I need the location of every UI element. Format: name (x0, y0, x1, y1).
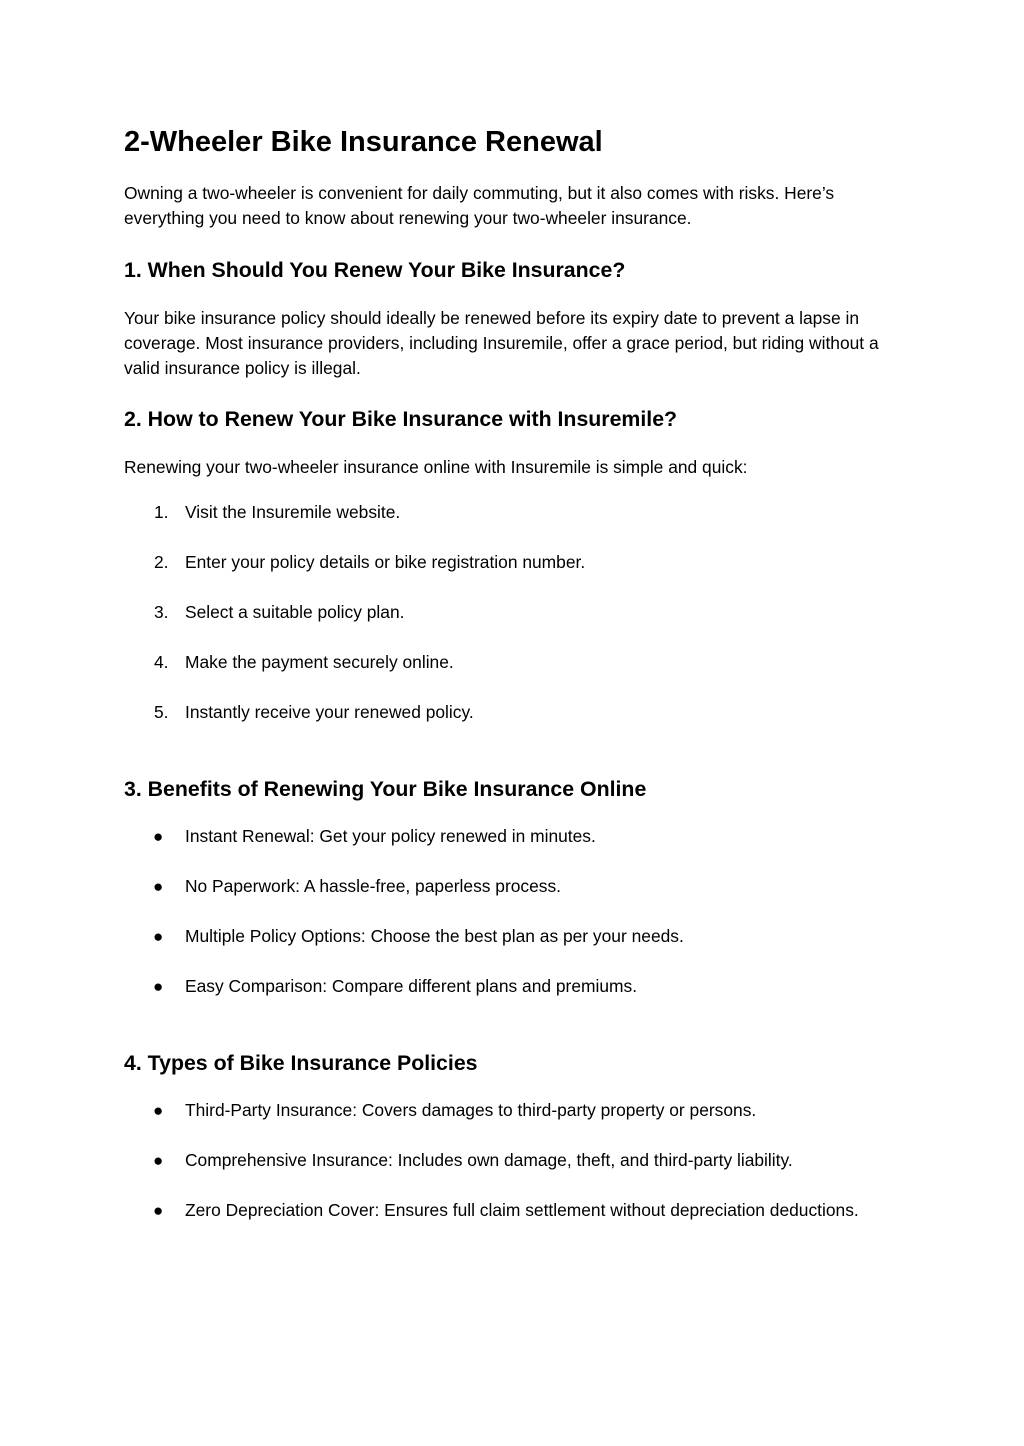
section2-heading: 2. How to Renew Your Bike Insurance with Insuremile? (124, 407, 678, 431)
step-number: 5. (154, 702, 169, 722)
list-item (124, 1098, 904, 1123)
policy-types-list (124, 1098, 904, 1223)
benefit-text: No Paperwork: A hassle-free, paperless process. (185, 876, 562, 896)
bullet-icon: ● (153, 877, 164, 896)
list-item (124, 924, 904, 949)
step-number: 3. (154, 602, 169, 622)
list-item (124, 700, 904, 725)
bullet-icon: ● (153, 977, 164, 996)
benefit-text: Multiple Policy Options: Choose the best plan as per your needs. (185, 926, 684, 946)
list-item (124, 974, 904, 999)
bullet-icon: ● (153, 1151, 164, 1170)
renewal-steps-list (124, 500, 904, 725)
list-item (124, 1148, 904, 1173)
section2-paragraph: Renewing your two-wheeler insurance online with Insuremile is simple and quick: (124, 457, 748, 477)
list-item (124, 824, 904, 849)
step-number: 1. (154, 502, 169, 522)
list-item (124, 1198, 904, 1223)
list-item (124, 550, 904, 575)
step-text: Instantly receive your renewed policy. (185, 702, 474, 722)
policy-type-text: Comprehensive Insurance: Includes own damage, theft, and third-party liability. (185, 1150, 793, 1170)
intro-paragraph: Owning a two-wheeler is convenient for daily commuting, but it also comes with risks. Here’s everything you need to know about renewing your two-wheeler insurance. (124, 183, 835, 228)
benefits-list (124, 824, 904, 999)
step-text: Visit the Insuremile website. (185, 502, 401, 522)
policy-type-text: Third-Party Insurance: Covers damages to third-party property or persons. (185, 1100, 757, 1120)
list-item (124, 500, 904, 525)
bullet-icon: ● (153, 1101, 164, 1120)
step-number: 4. (154, 652, 169, 672)
benefit-text: Easy Comparison: Compare different plans and premiums. (185, 976, 638, 996)
step-text: Enter your policy details or bike registration number. (185, 552, 586, 572)
policy-type-text: Zero Depreciation Cover: Ensures full claim settlement without depreciation deductions. (185, 1200, 859, 1220)
step-number: 2. (154, 552, 169, 572)
document-title: 2-Wheeler Bike Insurance Renewal (124, 126, 603, 158)
bullet-icon: ● (153, 827, 164, 846)
section3-heading: 3. Benefits of Renewing Your Bike Insurance Online (124, 777, 647, 801)
list-item (124, 650, 904, 675)
section1-heading: 1. When Should You Renew Your Bike Insurance? (124, 258, 626, 282)
list-item (124, 874, 904, 899)
section1-paragraph: Your bike insurance policy should ideally be renewed before its expiry date to prevent a lapse in coverage. Most insurance providers, including Insuremile, offer a grace period, but riding without a valid insurance policy is illegal. (124, 308, 879, 378)
step-text: Make the payment securely online. (185, 652, 454, 672)
step-text: Select a suitable policy plan. (185, 602, 405, 622)
bullet-icon: ● (153, 1201, 164, 1220)
benefit-text: Instant Renewal: Get your policy renewed in minutes. (185, 826, 596, 846)
list-item (124, 600, 904, 625)
section4-heading: 4. Types of Bike Insurance Policies (124, 1051, 478, 1075)
bullet-icon: ● (153, 927, 164, 946)
